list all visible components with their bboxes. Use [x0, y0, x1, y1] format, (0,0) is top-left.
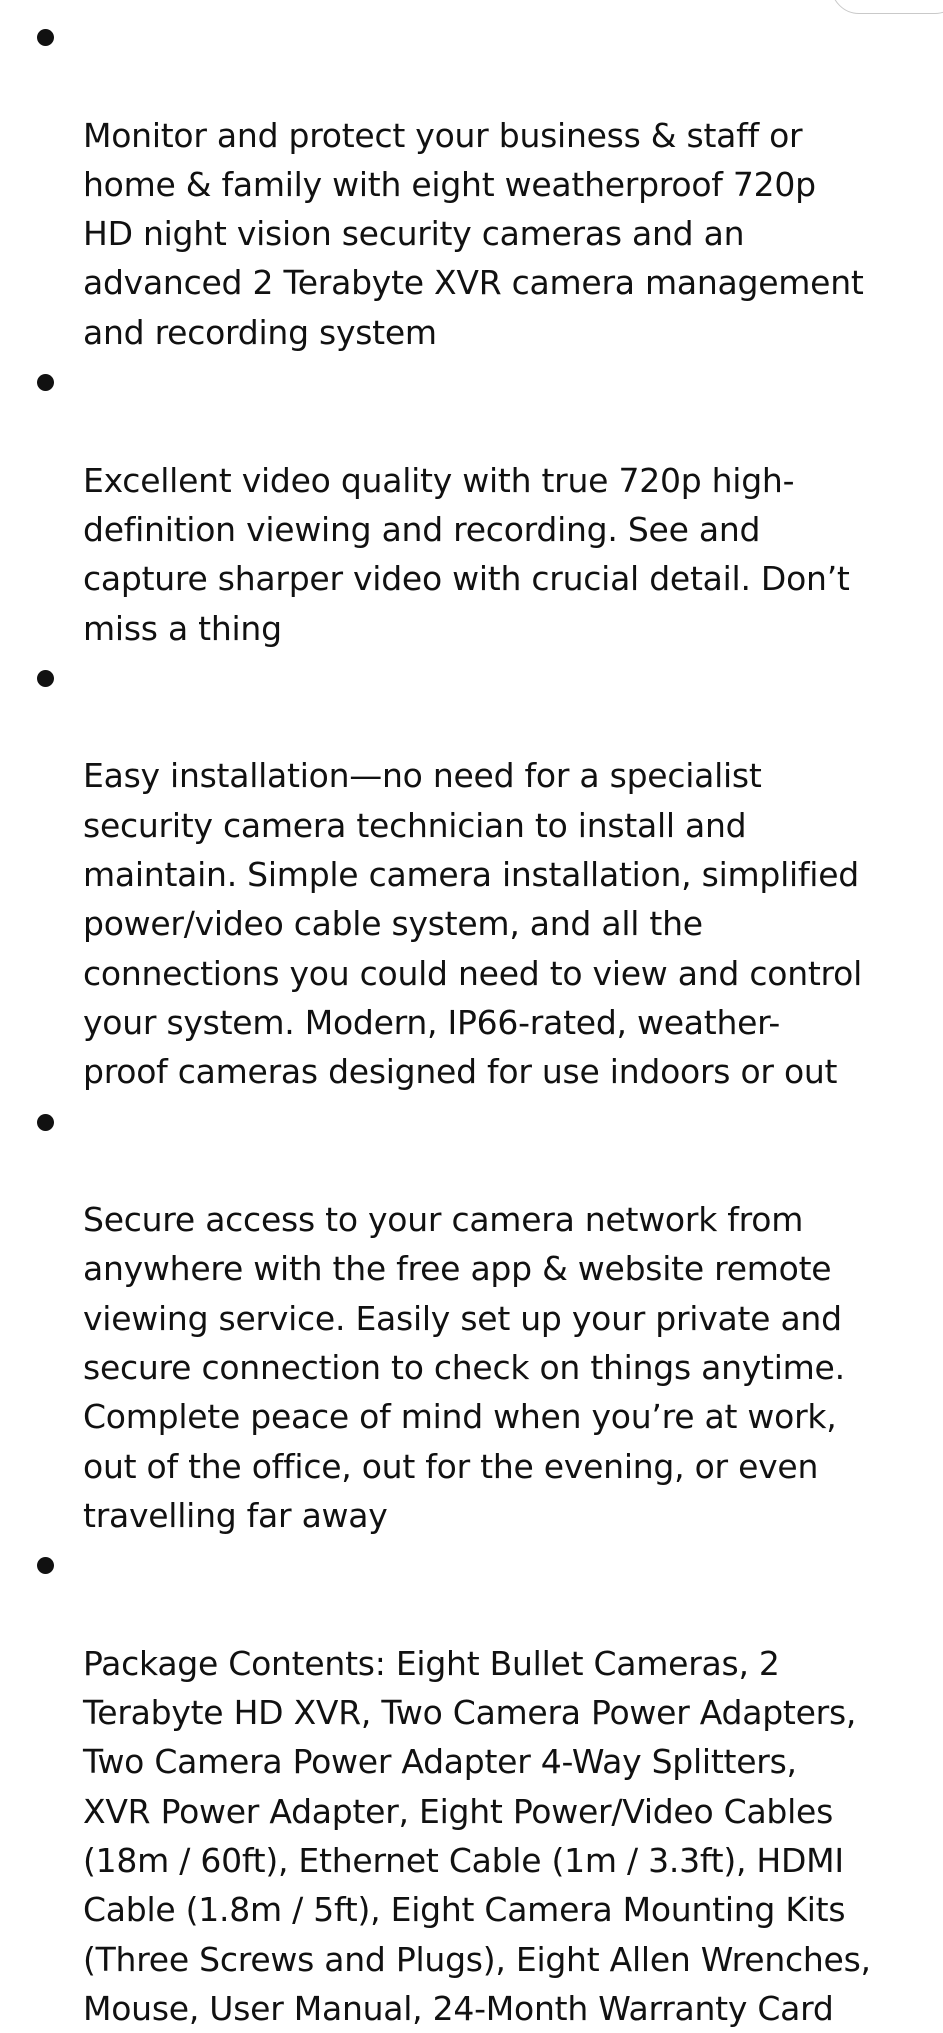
list-item	[0, 1540, 943, 2033]
list-item-text: Secure access to your camera network from anywhere with the free app & website remote viewing service. Easily set up your private and secure connection to check on things anytime. Complete peace of mind when you’re at work, out of the office, out for the evening, or even travelling far away	[83, 1200, 845, 1535]
list-item	[0, 357, 943, 653]
list-item-text: Package Contents: Eight Bullet Cameras, 2 Terabyte HD XVR, Two Camera Power Adapters, Two Camera Power Adapter 4-Way Splitters, XVR Power Adapter, Eight Power/Video Cables (18m / 60ft), Ethernet Cable (1m / 3.3ft), HDMI Cable (1.8m / 5ft), Eight Camera Mounting Kits (Three Screws and Plugs), Eight Allen Wrenches, Mouse, User Manual, 24-Month Warranty Card	[83, 1643, 871, 2028]
feature-bullet-list	[0, 12, 943, 2033]
list-item	[0, 12, 943, 357]
list-item-text: Excellent video quality with true 720p high- definition viewing and recording. See and capture sharper video with crucial detail. Don’t miss a thing	[83, 460, 850, 648]
list-item	[0, 653, 943, 1097]
bullet-icon	[37, 1557, 54, 1574]
bullet-icon	[37, 374, 54, 391]
list-item-text: Monitor and protect your business & staff or home & family with eight weatherproof 720p HD night vision security cameras and an advanced 2 Terabyte XVR camera management and recording system	[83, 115, 864, 352]
bullet-icon	[37, 29, 54, 46]
bullet-icon	[37, 670, 54, 687]
list-item-text: Easy installation—no need for a specialist security camera technician to install and maintain. Simple camera installation, simplified power/video cable system, and all the connections you could need to view and control your system. Modern, IP66-rated, weather- proof cameras designed for use indoors or out	[83, 756, 863, 1092]
bullet-icon	[37, 1114, 54, 1131]
list-item	[0, 1097, 943, 1541]
